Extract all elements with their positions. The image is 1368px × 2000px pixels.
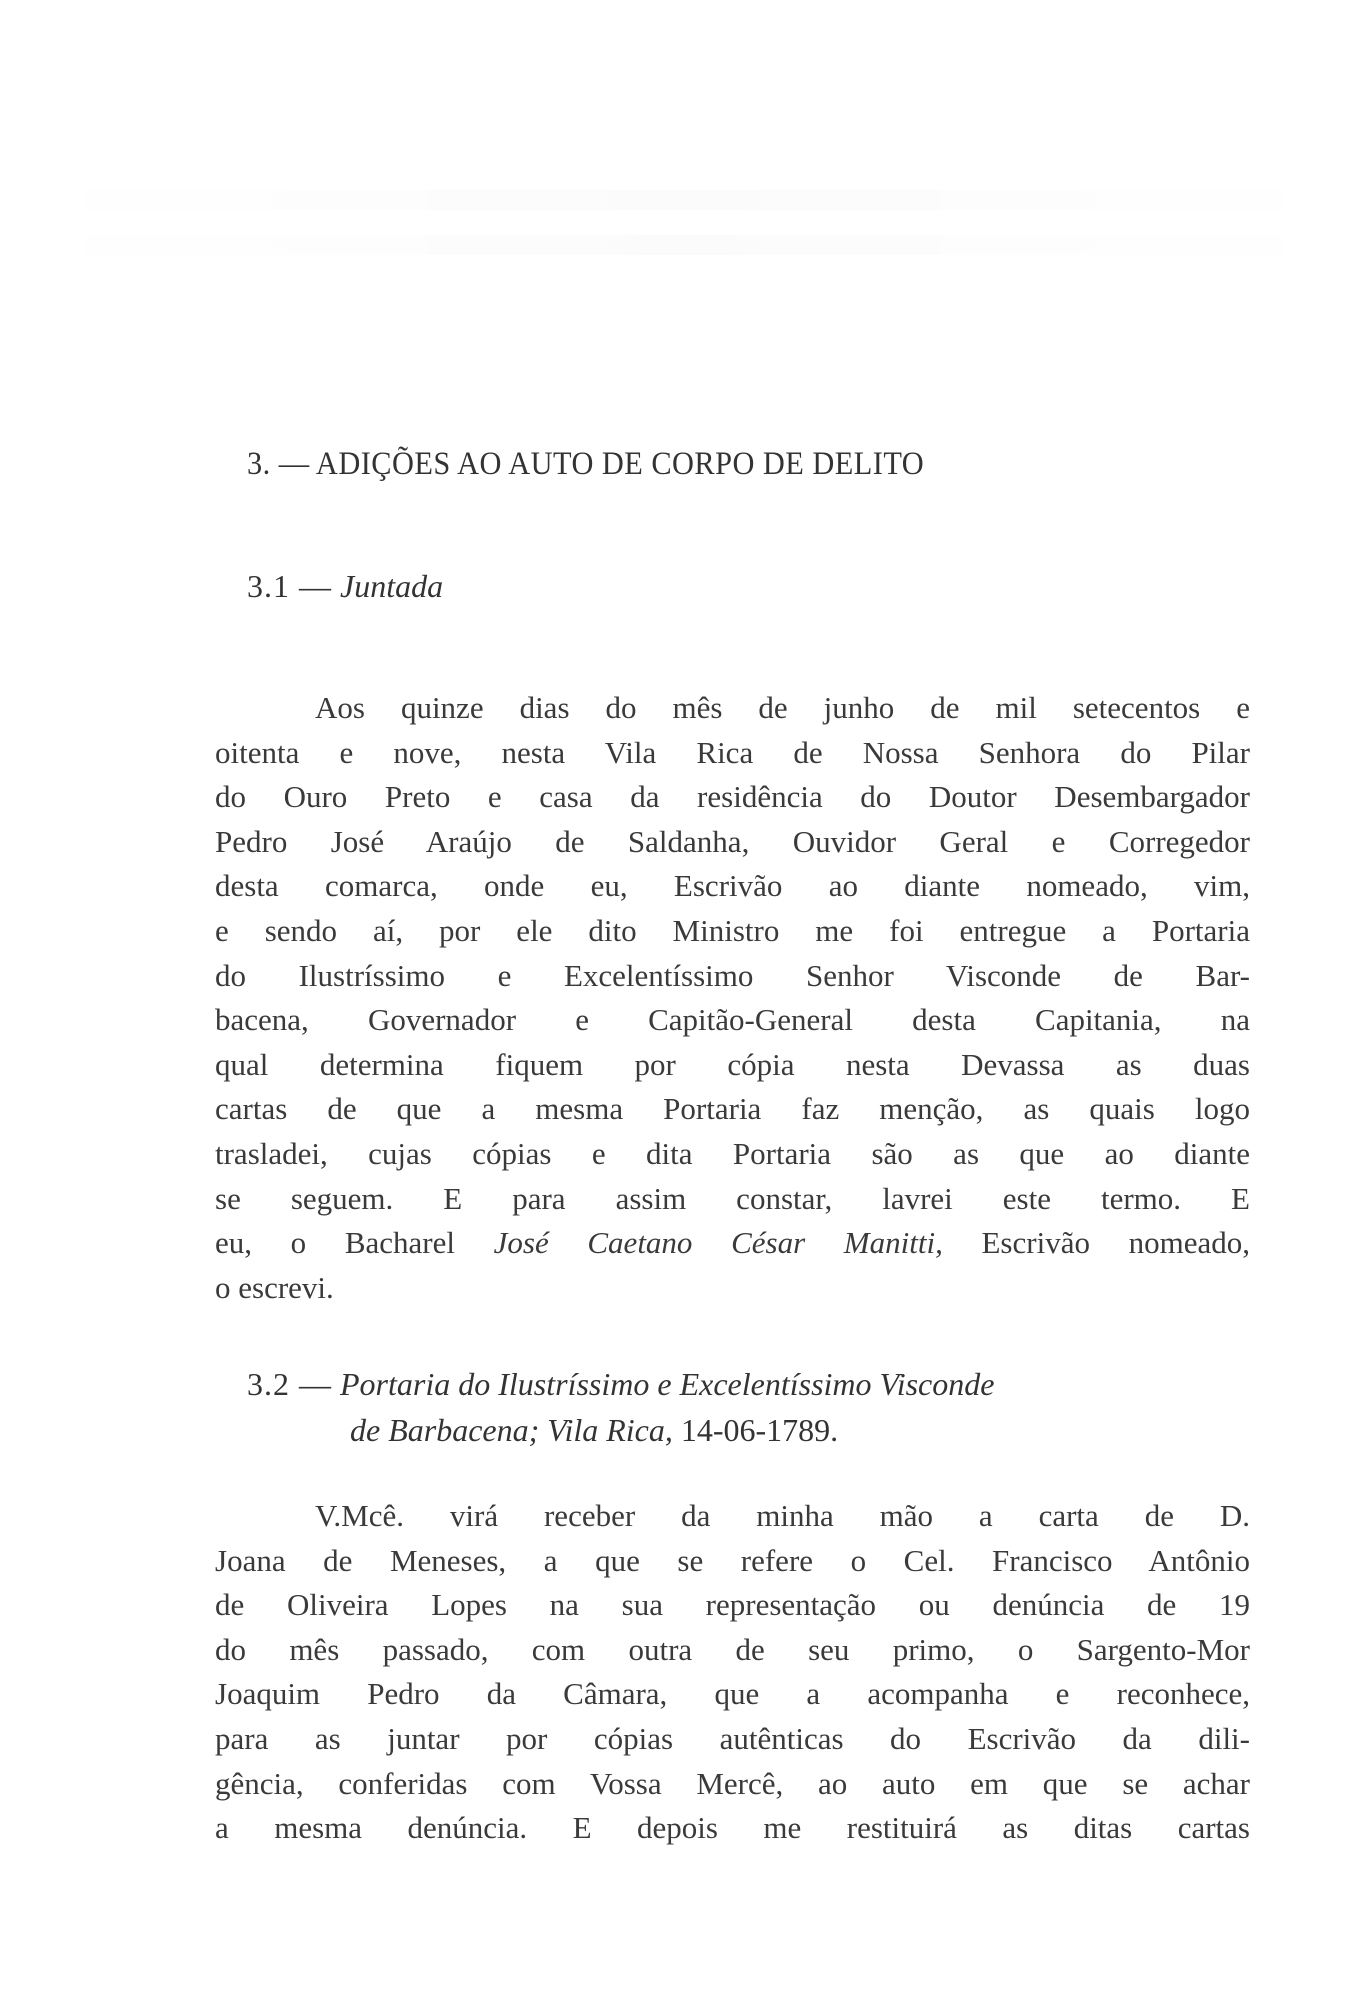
scan-bleed-through — [0, 235, 1368, 255]
text-line: cartas de que a mesma Portaria faz menção, as quais logo — [215, 1091, 1250, 1127]
text-line: desta comarca, onde eu, Escrivão ao diante nomeado, vim, — [215, 868, 1250, 904]
closing-line: o escrevi. — [215, 1269, 334, 1305]
text-line: do Ilustríssimo e Excelentíssimo Senhor Visconde de Bar- — [215, 957, 1250, 993]
text-line: para as juntar por cópias autênticas do Escrivão da dili- — [215, 1720, 1250, 1756]
chapter-heading: 3. — ADIÇÕES AO AUTO DE CORPO DE DELITO — [247, 446, 925, 482]
section-title-cont: de Barbacena; Vila Rica, — [350, 1412, 673, 1448]
text-line: bacena, Governador e Capitão-General desta Capitania, na — [215, 1002, 1250, 1038]
text-line: Pedro José Araújo de Saldanha, Ouvidor Geral e Corregedor — [215, 823, 1250, 859]
scan-bleed-through — [0, 190, 1368, 210]
section-3-2-heading-cont — [350, 1412, 838, 1449]
document-date: 14-06-1789. — [672, 1412, 839, 1448]
section-3-2-paragraph — [215, 1494, 1250, 1851]
text-line: se seguem. E para assim constar, lavrei este termo. E — [215, 1180, 1250, 1216]
section-title: Juntada — [340, 568, 444, 604]
text-line: a mesma denúncia. E depois me restituirá as ditas cartas — [215, 1810, 1250, 1846]
section-3-1-paragraph — [215, 686, 1250, 1310]
text-line: qual determina fiquem por cópia nesta Devassa as duas — [215, 1046, 1250, 1082]
text-line: Aos quinze dias do mês de junho de mil setecentos e — [315, 690, 1250, 725]
text-line: de Oliveira Lopes na sua representação ou denúncia de 19 — [215, 1587, 1250, 1623]
text-line: do mês passado, com outra de seu primo, o Sargento-Mor — [215, 1631, 1250, 1667]
section-number: 3.2 — — [247, 1366, 332, 1402]
section-title: Portaria do Ilustríssimo e Excelentíssimo Visconde — [340, 1366, 995, 1402]
text-line: Joana de Meneses, a que se refere o Cel. Francisco Antônio — [215, 1542, 1250, 1578]
section-3-1-heading — [247, 568, 443, 605]
scribe-name: José Caetano César Manitti, — [493, 1225, 943, 1261]
text-line: do Ouro Preto e casa da residência do Doutor Desembargador — [215, 779, 1250, 815]
section-3-2-heading — [247, 1366, 994, 1403]
text-line: gência, conferidas com Vossa Mercê, ao auto em que se achar — [215, 1765, 1250, 1801]
section-number: 3.1 — — [247, 568, 332, 604]
text-line: trasladei, cujas cópias e dita Portaria são as que ao diante — [215, 1135, 1250, 1171]
text-line: e sendo aí, por ele dito Ministro me foi entregue a Portaria — [215, 912, 1250, 948]
text-line: V.Mcê. virá receber da minha mão a carta de D. — [315, 1498, 1250, 1533]
signature-suffix: Escrivão nomeado, — [942, 1225, 1250, 1261]
signature-prefix: eu, o Bacharel — [215, 1225, 494, 1261]
text-line: oitenta e nove, nesta Vila Rica de Nossa Senhora do Pilar — [215, 734, 1250, 770]
text-line: Joaquim Pedro da Câmara, que a acompanha e reconhece, — [215, 1676, 1250, 1712]
signature-line — [215, 1221, 1250, 1266]
